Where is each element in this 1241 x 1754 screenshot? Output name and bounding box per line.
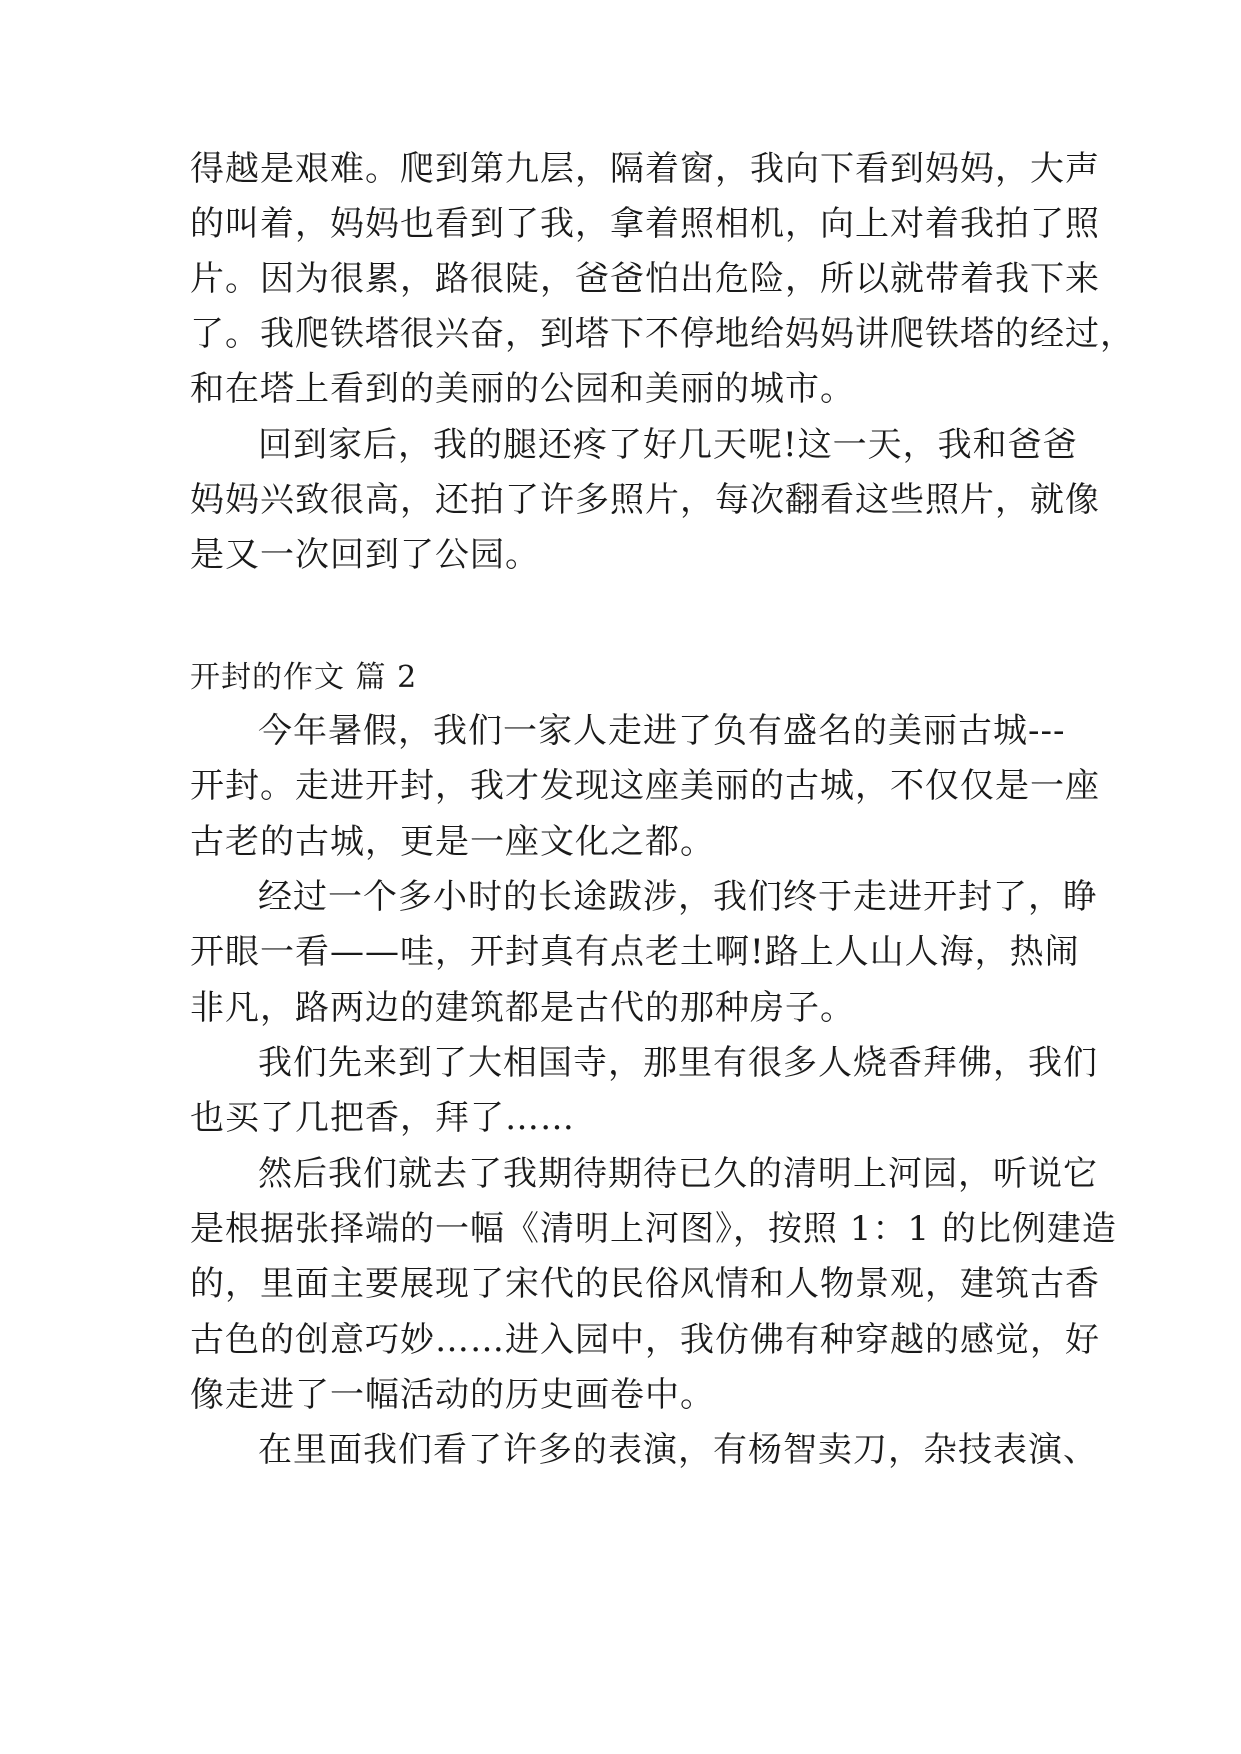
paragraph-line: 像走进了一幅活动的历史画卷中。 [190, 1375, 715, 1415]
paragraph-line: 然后我们就去了我期待期待已久的清明上河园，听说它 [258, 1154, 1098, 1194]
paragraph-line: 和在塔上看到的美丽的公园和美丽的城市。 [190, 369, 855, 409]
paragraph-line: 的，里面主要展现了宋代的民俗风情和人物景观，建筑古香 [190, 1264, 1100, 1304]
paragraph-line: 是又一次回到了公园。 [190, 535, 540, 575]
paragraph-line: 古老的古城，更是一座文化之都。 [190, 822, 715, 862]
paragraph-line: 经过一个多小时的长途跋涉，我们终于走进开封了，睁 [258, 877, 1098, 917]
paragraph-line: 古色的创意巧妙……进入园中，我仿佛有种穿越的感觉，好 [190, 1320, 1100, 1360]
paragraph-line: 非凡，路两边的建筑都是古代的那种房子。 [190, 988, 855, 1028]
paragraph-line: 也买了几把香，拜了…… [190, 1098, 575, 1138]
paragraph-line: 得越是艰难。爬到第九层，隔着窗，我向下看到妈妈，大声 [190, 149, 1100, 189]
paragraph-line: 回到家后，我的腿还疼了好几天呢!这一天，我和爸爸 [258, 425, 1078, 465]
paragraph-line: 开眼一看——哇，开封真有点老土啊!路上人山人海，热闹 [190, 932, 1080, 972]
paragraph-line: 是根据张择端的一幅《清明上河图》，按照 1：1 的比例建造 [190, 1209, 1117, 1249]
paragraph-line: 今年暑假，我们一家人走进了负有盛名的美丽古城--- [258, 711, 1066, 751]
paragraph-line: 片。因为很累，路很陡，爸爸怕出危险，所以就带着我下来 [190, 259, 1100, 299]
paragraph-line: 的叫着，妈妈也看到了我，拿着照相机，向上对着我拍了照 [190, 204, 1100, 244]
paragraph-line: 了。我爬铁塔很兴奋，到塔下不停地给妈妈讲爬铁塔的经过， [190, 314, 1135, 354]
section-heading: 开封的作文 篇 2 [190, 660, 418, 695]
paragraph-line: 在里面我们看了许多的表演，有杨智卖刀，杂技表演、 [258, 1430, 1098, 1470]
paragraph-line: 妈妈兴致很高，还拍了许多照片，每次翻看这些照片，就像 [190, 480, 1100, 520]
paragraph-line: 我们先来到了大相国寺，那里有很多人烧香拜佛，我们 [258, 1043, 1098, 1083]
paragraph-line: 开封。走进开封，我才发现这座美丽的古城，不仅仅是一座 [190, 766, 1100, 806]
